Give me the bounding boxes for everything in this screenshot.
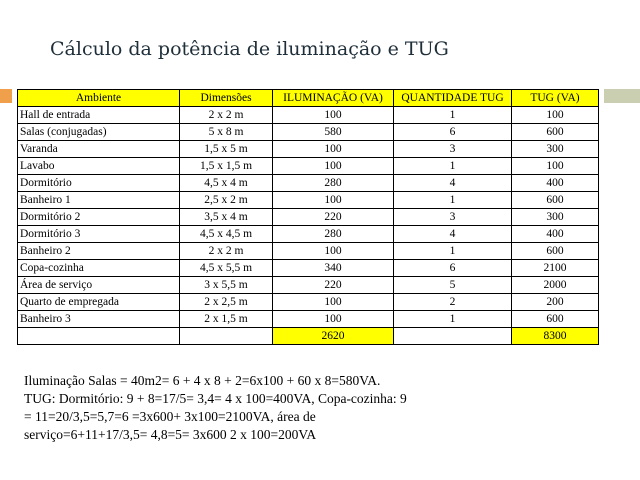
table-row	[18, 294, 599, 311]
table-row	[18, 192, 599, 209]
cell-quantidade-tug: 3	[394, 141, 512, 158]
cell-dimensoes: 3,5 x 4 m	[180, 209, 273, 226]
cell-quantidade-tug: 1	[394, 243, 512, 260]
table-row	[18, 107, 599, 124]
note-line: Iluminação Salas = 40m2= 6 + 4 x 8 + 2=6x100 + 60 x 8=580VA.	[24, 373, 381, 388]
cell-dimensoes: 2 x 2 m	[180, 107, 273, 124]
cell-ambiente: Área de serviço	[18, 277, 180, 294]
accent-bar-right	[604, 89, 640, 103]
cell-ambiente: Salas (conjugadas)	[18, 124, 180, 141]
cell-ambiente: Hall de entrada	[18, 107, 180, 124]
cell-tug-va: 100	[512, 158, 599, 175]
cell-tug-va: 200	[512, 294, 599, 311]
cell-tug-va: 400	[512, 226, 599, 243]
cell-iluminacao: 340	[273, 260, 394, 277]
table-row	[18, 260, 599, 277]
accent-bar-left	[0, 89, 12, 103]
cell-iluminacao: 280	[273, 226, 394, 243]
cell-dimensoes: 4,5 x 4,5 m	[180, 226, 273, 243]
cell-quantidade-tug: 1	[394, 311, 512, 328]
cell-iluminacao: 100	[273, 311, 394, 328]
cell-quantidade-tug: 4	[394, 226, 512, 243]
header-ambiente: Ambiente	[18, 90, 180, 107]
cell-iluminacao: 100	[273, 192, 394, 209]
cell-ambiente: Lavabo	[18, 158, 180, 175]
cell-dimensoes: 1,5 x 5 m	[180, 141, 273, 158]
table-row	[18, 158, 599, 175]
cell-iluminacao: 100	[273, 107, 394, 124]
cell-quantidade-tug: 1	[394, 158, 512, 175]
slide-title: Cálculo da potência de iluminação e TUG	[50, 38, 449, 60]
cell-quantidade-tug: 3	[394, 209, 512, 226]
table-row	[18, 124, 599, 141]
note-line: TUG: Dormitório: 9 + 8=17/5= 3,4= 4 x 100=400VA, Copa-cozinha: 9	[24, 391, 407, 406]
table-row	[18, 175, 599, 192]
table-row	[18, 226, 599, 243]
total-empty-cell	[180, 328, 273, 345]
cell-tug-va: 600	[512, 192, 599, 209]
cell-quantidade-tug: 6	[394, 124, 512, 141]
total-tug: 8300	[512, 328, 599, 345]
cell-tug-va: 600	[512, 311, 599, 328]
cell-iluminacao: 100	[273, 243, 394, 260]
cell-iluminacao: 100	[273, 158, 394, 175]
cell-dimensoes: 1,5 x 1,5 m	[180, 158, 273, 175]
cell-dimensoes: 2,5 x 2 m	[180, 192, 273, 209]
cell-ambiente: Banheiro 3	[18, 311, 180, 328]
cell-iluminacao: 220	[273, 277, 394, 294]
total-label-cell	[18, 328, 180, 345]
header-dimensoes: Dimensões	[180, 90, 273, 107]
cell-dimensoes: 2 x 1,5 m	[180, 311, 273, 328]
calculation-notes	[24, 372, 624, 444]
cell-tug-va: 2000	[512, 277, 599, 294]
cell-ambiente: Copa-cozinha	[18, 260, 180, 277]
cell-quantidade-tug: 5	[394, 277, 512, 294]
cell-tug-va: 100	[512, 107, 599, 124]
cell-quantidade-tug: 6	[394, 260, 512, 277]
cell-tug-va: 2100	[512, 260, 599, 277]
cell-tug-va: 400	[512, 175, 599, 192]
cell-ambiente: Dormitório 2	[18, 209, 180, 226]
cell-iluminacao: 100	[273, 294, 394, 311]
cell-quantidade-tug: 1	[394, 192, 512, 209]
table-row	[18, 277, 599, 294]
cell-quantidade-tug: 1	[394, 107, 512, 124]
cell-ambiente: Quarto de empregada	[18, 294, 180, 311]
table-row	[18, 311, 599, 328]
cell-dimensoes: 2 x 2,5 m	[180, 294, 273, 311]
cell-dimensoes: 2 x 2 m	[180, 243, 273, 260]
cell-ambiente: Dormitório 3	[18, 226, 180, 243]
cell-dimensoes: 3 x 5,5 m	[180, 277, 273, 294]
table-row	[18, 209, 599, 226]
cell-ambiente: Dormitório	[18, 175, 180, 192]
cell-ambiente: Banheiro 2	[18, 243, 180, 260]
note-line: = 11=20/3,5=5,7=6 =3x600+ 3x100=2100VA, área de	[24, 409, 316, 424]
cell-iluminacao: 280	[273, 175, 394, 192]
cell-iluminacao: 580	[273, 124, 394, 141]
cell-tug-va: 600	[512, 243, 599, 260]
cell-dimensoes: 4,5 x 4 m	[180, 175, 273, 192]
total-iluminacao: 2620	[273, 328, 394, 345]
header-iluminacao: ILUMINAÇÃO (VA)	[273, 90, 394, 107]
cell-tug-va: 300	[512, 209, 599, 226]
table-header-row	[18, 90, 599, 107]
header-tug-va: TUG (VA)	[512, 90, 599, 107]
table-row	[18, 141, 599, 158]
cell-ambiente: Banheiro 1	[18, 192, 180, 209]
cell-ambiente: Varanda	[18, 141, 180, 158]
cell-quantidade-tug: 2	[394, 294, 512, 311]
table-row	[18, 243, 599, 260]
totals-row	[18, 328, 599, 345]
header-quantidade-tug: QUANTIDADE TUG	[394, 90, 512, 107]
cell-quantidade-tug: 4	[394, 175, 512, 192]
total-empty-cell	[394, 328, 512, 345]
cell-tug-va: 300	[512, 141, 599, 158]
cell-tug-va: 600	[512, 124, 599, 141]
cell-iluminacao: 100	[273, 141, 394, 158]
cell-dimensoes: 4,5 x 5,5 m	[180, 260, 273, 277]
note-line: serviço=6+11+17/3,5= 4,8=5= 3x600 2 x 100=200VA	[24, 427, 317, 442]
cell-iluminacao: 220	[273, 209, 394, 226]
cell-dimensoes: 5 x 8 m	[180, 124, 273, 141]
load-table	[17, 89, 599, 345]
